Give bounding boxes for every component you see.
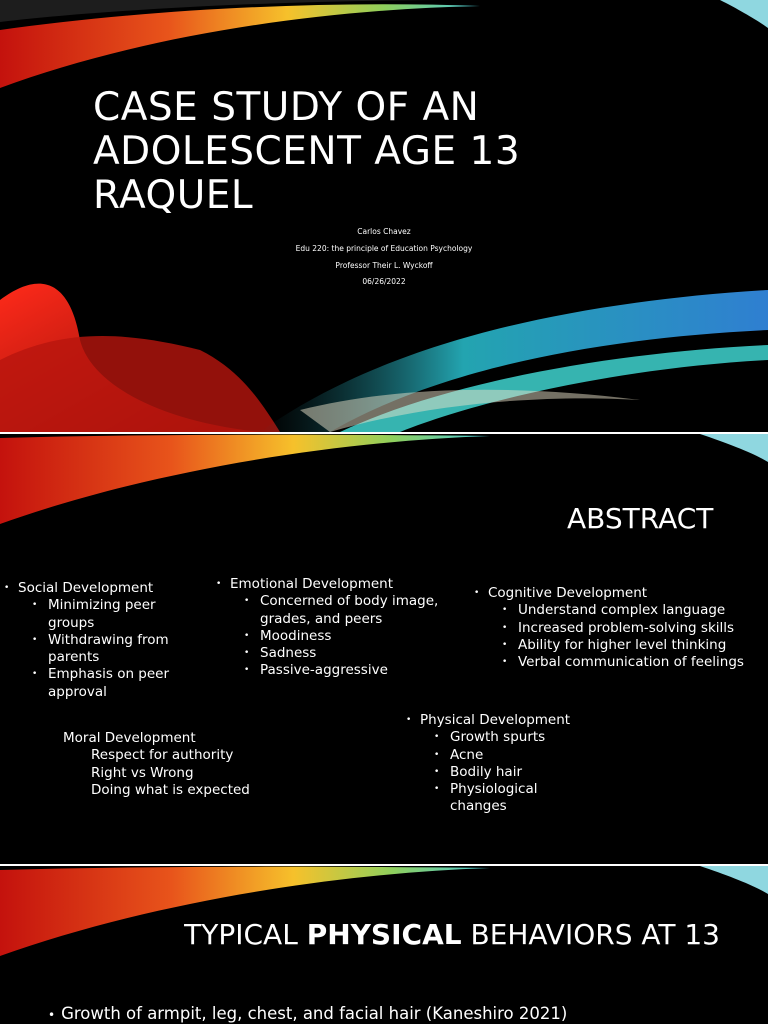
author-name: Carlos Chavez <box>357 227 411 236</box>
physical-development-block <box>402 712 570 816</box>
title-slide <box>0 0 768 432</box>
title-pre: TYPICAL <box>184 918 307 951</box>
list-item: Doing what is expected <box>91 781 250 798</box>
list-item: • Sadness <box>212 645 470 662</box>
title-line-1: CASE STUDY OF AN <box>93 85 480 130</box>
list-item: • Increased problem-solving skills <box>470 620 768 637</box>
title-line-3: RAQUEL <box>93 173 254 218</box>
list-item: • Withdrawing from parents <box>0 632 200 667</box>
list-item: Respect for authority <box>91 747 234 764</box>
list-item: • Verbal communication of feelings <box>470 654 768 671</box>
emotional-development-label: • Emotional Development <box>212 576 470 593</box>
list-item: • Ability for higher level thinking <box>470 637 768 654</box>
physical-behaviors-slide <box>0 866 768 1024</box>
title-line-2: ADOLESCENT AGE 13 <box>93 129 521 174</box>
list-item: • Bodily hair <box>402 764 562 781</box>
date: 06/26/2022 <box>362 277 406 286</box>
list-item: • Acne <box>402 747 562 764</box>
slide-title <box>93 86 573 218</box>
moral-development-label: Moral Development <box>63 730 196 746</box>
moral-development-block <box>63 730 250 799</box>
list-item: • Concerned of body image, grades, and peers <box>212 593 470 628</box>
title-emphasis: PHYSICAL <box>306 918 462 951</box>
social-development-label: • Social Development <box>0 580 200 597</box>
section-heading: ABSTRACT <box>567 502 714 535</box>
list-item: • Emphasis on peer approval <box>0 666 200 701</box>
list-item: • Understand complex language <box>470 602 768 619</box>
list-item: • Growth of armpit, leg, chest, and facial hair (Kaneshiro 2021) <box>48 1004 567 1023</box>
social-development-block <box>0 580 200 701</box>
course-name: Edu 220: the principle of Education Psychology <box>295 244 473 253</box>
list-item: • Moodiness <box>212 628 470 645</box>
slide-title <box>150 918 720 952</box>
list-item: Right vs Wrong <box>91 764 194 781</box>
physical-development-label: • Physical Development <box>402 712 570 729</box>
list-item: • Physiological changes <box>402 781 562 816</box>
professor-name: Professor Their L. Wyckoff <box>335 261 433 270</box>
cognitive-development-block <box>470 585 768 671</box>
emotional-development-block <box>212 576 470 680</box>
cognitive-development-label: • Cognitive Development <box>470 585 768 602</box>
list-item: • Passive-aggressive <box>212 662 470 679</box>
list-item: • Growth spurts <box>402 729 562 746</box>
title-post: BEHAVIORS AT 13 <box>461 918 720 951</box>
abstract-slide <box>0 434 768 864</box>
list-item: • Minimizing peer groups <box>0 597 200 632</box>
